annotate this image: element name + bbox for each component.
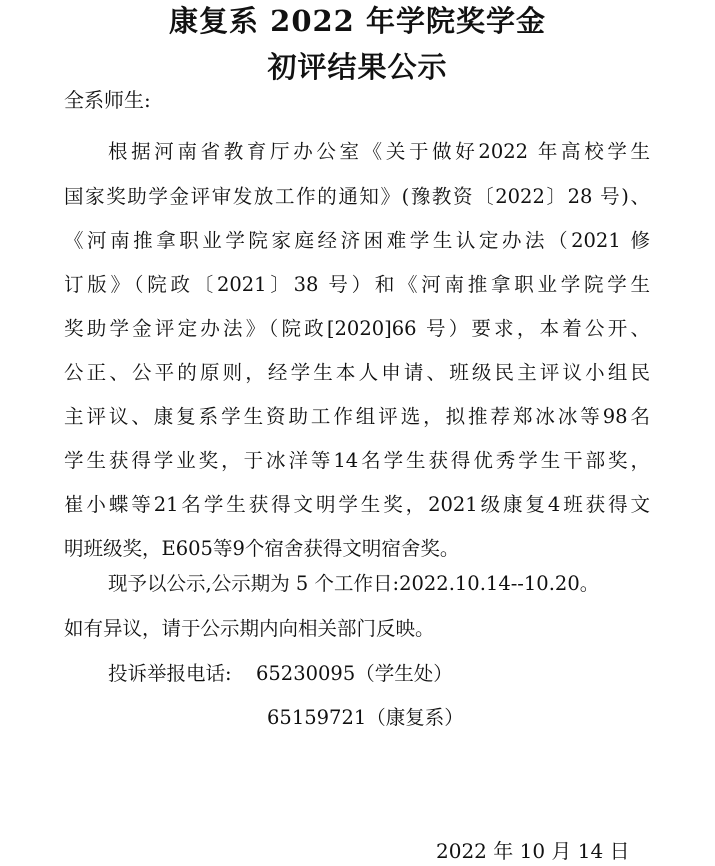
- document-title-line2: 初评结果公示: [267, 50, 448, 84]
- paragraph-line: 《河南推拿职业学院家庭经济困难学生认定办法（2021 修: [64, 229, 650, 252]
- paragraph-line: 明班级奖，E605等9个宿舍获得文明宿舍奖。: [64, 537, 460, 560]
- phone-number-1: 65230095（学生处）: [255, 662, 453, 685]
- complaint-phone-row-1: [108, 659, 453, 689]
- paragraph-line: 主评议、康复系学生资助工作组评选，拟推荐郑冰冰等98名: [64, 405, 650, 428]
- paragraph-line: 公正、公平的原则，经学生本人申请、班级民主评议小组民: [64, 361, 650, 384]
- paragraph-line: 崔小蝶等21名学生获得文明学生奖，2021级康复4班获得文: [64, 493, 650, 516]
- paragraph-line: 订版》（院政〔2021〕38 号）和《河南推拿职业学院学生: [64, 273, 650, 296]
- paragraph-line: 学生获得学业奖，于冰洋等14名学生获得优秀学生干部奖，: [64, 449, 650, 472]
- paragraph-line: 国家奖助学金评审发放工作的通知》(豫教资〔2022〕28 号)、: [64, 185, 650, 208]
- paragraph-line: 根据河南省教育厅办公室《关于做好2022 年高校学生: [108, 140, 650, 163]
- salutation: 全系师生:: [64, 88, 151, 112]
- paragraph-line: 奖助学金评定办法》（院政[2020]66 号）要求，本着公开、: [64, 317, 650, 340]
- document-title-line1: 康复系 2022 年学院奖学金: [169, 4, 546, 38]
- paragraph-line: 现予以公示,公示期为 5 个工作日:2022.10.14--10.20。: [108, 572, 600, 595]
- phone-number-2: 65159721（康复系）: [267, 706, 464, 729]
- complaint-label: 投诉举报电话:: [108, 662, 232, 685]
- document-date: 2022 年 10 月 14 日: [436, 839, 630, 863]
- paragraph-line: 如有异议，请于公示期内向相关部门反映。: [64, 617, 435, 640]
